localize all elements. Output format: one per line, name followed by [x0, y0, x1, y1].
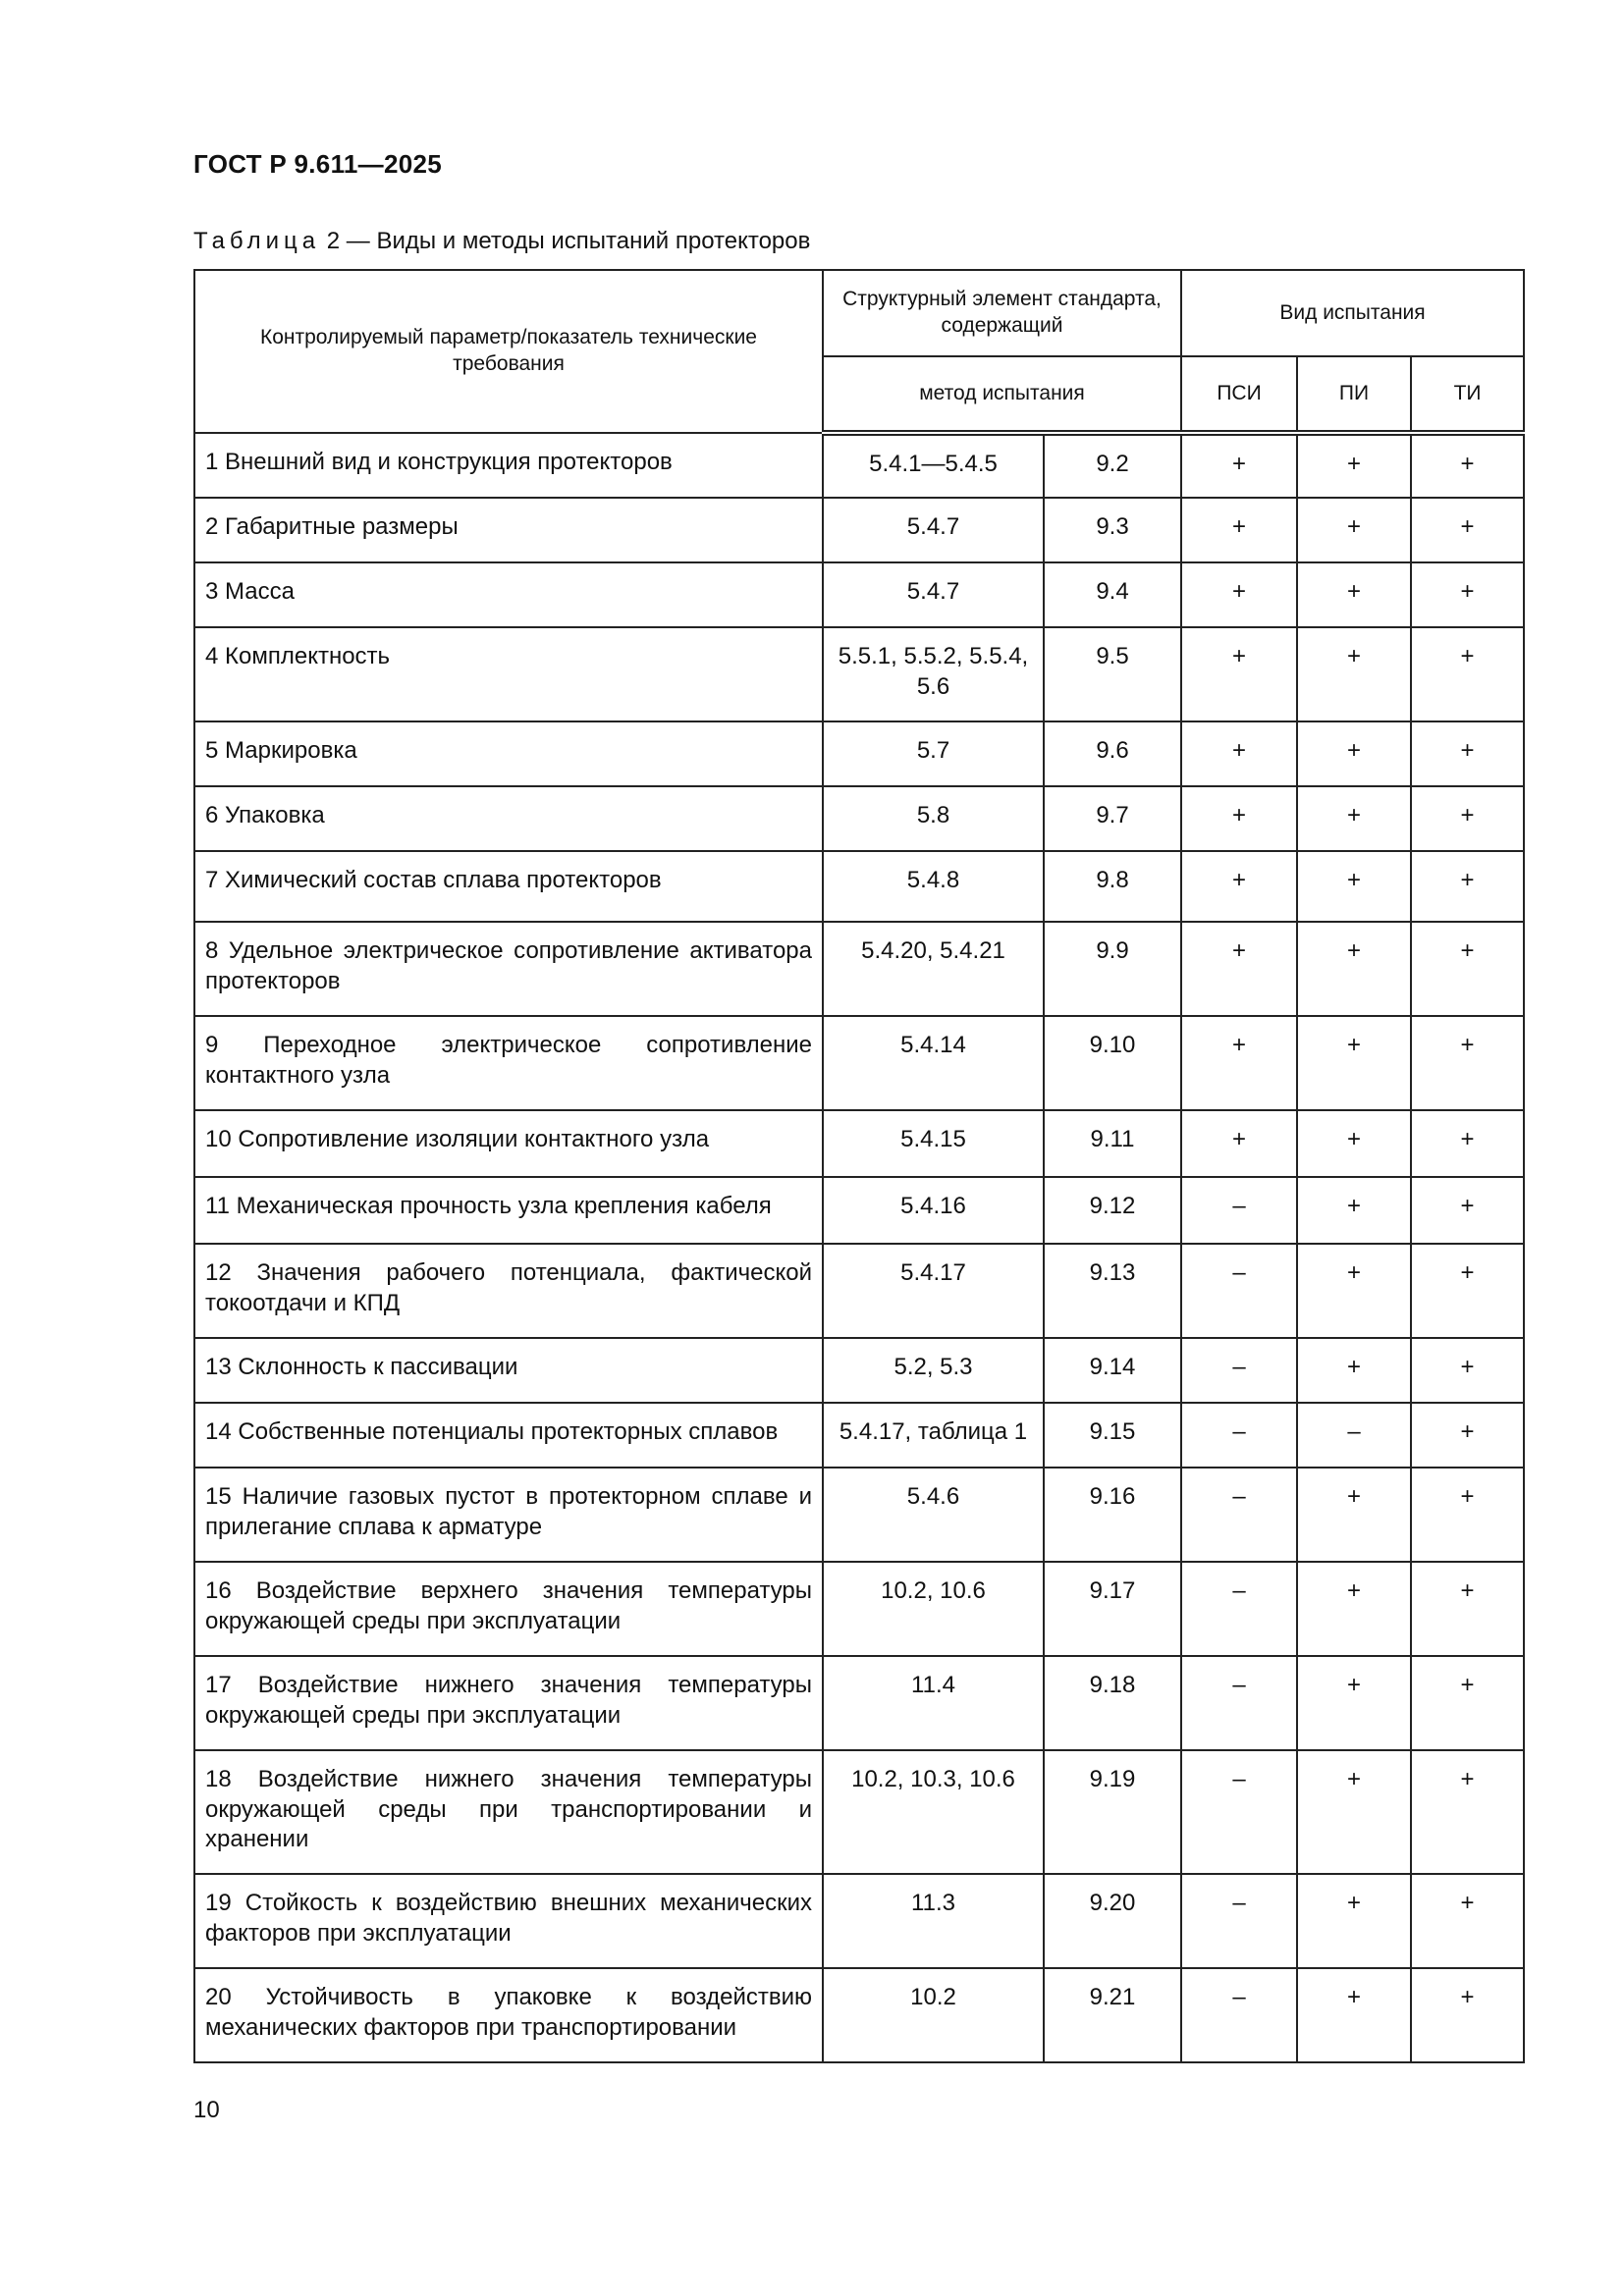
table-row [194, 1177, 1524, 1244]
cell-ti: + [1411, 498, 1524, 562]
cell-param: 1 Внешний вид и конструкция протекторов [194, 433, 823, 498]
table-row [194, 1750, 1524, 1874]
table-caption-prefix: Таблица [193, 228, 321, 254]
cell-requirement: 5.4.17 [823, 1244, 1044, 1338]
cell-requirement: 10.2 [823, 1968, 1044, 2062]
cell-method: 9.13 [1044, 1244, 1181, 1338]
cell-param: 2 Габаритные размеры [194, 498, 823, 562]
cell-method: 9.21 [1044, 1968, 1181, 2062]
cell-pi: + [1297, 562, 1411, 627]
cell-param: 6 Упаковка [194, 786, 823, 851]
cell-method: 9.9 [1044, 922, 1181, 1016]
page-number: 10 [193, 2097, 220, 2123]
tests-table [193, 269, 1525, 2063]
cell-method: 9.16 [1044, 1468, 1181, 1562]
cell-pi: + [1297, 1177, 1411, 1244]
cell-psi: – [1181, 1338, 1297, 1403]
table-row [194, 562, 1524, 627]
cell-psi: + [1181, 851, 1297, 922]
cell-method: 9.2 [1044, 433, 1181, 498]
cell-ti: + [1411, 433, 1524, 498]
table-row [194, 721, 1524, 786]
cell-method: 9.4 [1044, 562, 1181, 627]
cell-ti: + [1411, 1110, 1524, 1177]
table-caption-text: 2 — Виды и методы испытаний протекторов [326, 228, 811, 254]
cell-param: 7 Химический состав сплава протекторов [194, 851, 823, 922]
header-structural-element: Структурный элемент стандарта, содержащий [823, 270, 1181, 356]
table-row [194, 498, 1524, 562]
cell-pi: + [1297, 1874, 1411, 1968]
cell-ti: + [1411, 1244, 1524, 1338]
cell-requirement: 10.2, 10.6 [823, 1562, 1044, 1656]
cell-param: 5 Маркировка [194, 721, 823, 786]
cell-param: 16 Воздействие верхнего значения температуры окружающей среды при эксплуатации [194, 1562, 823, 1656]
cell-pi: + [1297, 721, 1411, 786]
cell-ti: + [1411, 922, 1524, 1016]
cell-param: 19 Стойкость к воздействию внешних механических факторов при эксплуатации [194, 1874, 823, 1968]
table-row [194, 1656, 1524, 1750]
document-header: ГОСТ Р 9.611—2025 [193, 149, 442, 179]
cell-requirement: 5.4.6 [823, 1468, 1044, 1562]
cell-requirement: 5.7 [823, 721, 1044, 786]
cell-psi: + [1181, 786, 1297, 851]
cell-pi: + [1297, 1656, 1411, 1750]
cell-ti: + [1411, 1968, 1524, 2062]
cell-ti: + [1411, 562, 1524, 627]
cell-param: 14 Собственные потенциалы протекторных сплавов [194, 1403, 823, 1468]
cell-pi: + [1297, 922, 1411, 1016]
cell-method: 9.18 [1044, 1656, 1181, 1750]
cell-psi: – [1181, 1874, 1297, 1968]
cell-psi: – [1181, 1244, 1297, 1338]
cell-ti: + [1411, 1403, 1524, 1468]
cell-requirement: 5.4.20, 5.4.21 [823, 922, 1044, 1016]
table-row [194, 1244, 1524, 1338]
header-row-1 [194, 270, 1524, 356]
cell-ti: + [1411, 1750, 1524, 1874]
cell-pi: + [1297, 851, 1411, 922]
cell-requirement: 11.4 [823, 1656, 1044, 1750]
cell-requirement: 5.5.1, 5.5.2, 5.5.4, 5.6 [823, 627, 1044, 721]
cell-psi: – [1181, 1562, 1297, 1656]
cell-method: 9.19 [1044, 1750, 1181, 1874]
cell-ti: + [1411, 1468, 1524, 1562]
cell-method: 9.15 [1044, 1403, 1181, 1468]
table-row [194, 1403, 1524, 1468]
header-psi: ПСИ [1181, 356, 1297, 433]
cell-psi: – [1181, 1656, 1297, 1750]
cell-method: 9.12 [1044, 1177, 1181, 1244]
table-caption [193, 228, 810, 255]
header-pi: ПИ [1297, 356, 1411, 433]
cell-ti: + [1411, 1016, 1524, 1110]
cell-psi: – [1181, 1968, 1297, 2062]
cell-psi: + [1181, 433, 1297, 498]
cell-psi: – [1181, 1177, 1297, 1244]
cell-pi: + [1297, 433, 1411, 498]
table-row [194, 1874, 1524, 1968]
cell-pi: + [1297, 1968, 1411, 2062]
table-row [194, 922, 1524, 1016]
cell-param: 15 Наличие газовых пустот в протекторном сплаве и прилегание сплава к арматуре [194, 1468, 823, 1562]
cell-pi: + [1297, 1468, 1411, 1562]
cell-ti: + [1411, 1562, 1524, 1656]
cell-requirement: 10.2, 10.3, 10.6 [823, 1750, 1044, 1874]
cell-ti: + [1411, 1338, 1524, 1403]
cell-psi: – [1181, 1403, 1297, 1468]
cell-param: 10 Сопротивление изоляции контактного узла [194, 1110, 823, 1177]
cell-method: 9.14 [1044, 1338, 1181, 1403]
cell-requirement: 5.4.7 [823, 562, 1044, 627]
cell-param: 13 Склонность к пассивации [194, 1338, 823, 1403]
cell-param: 11 Механическая прочность узла крепления кабеля [194, 1177, 823, 1244]
table-row [194, 1968, 1524, 2062]
header-param: Контролируемый параметр/показатель технические требования [194, 270, 823, 433]
cell-method: 9.3 [1044, 498, 1181, 562]
header-ti: ТИ [1411, 356, 1524, 433]
table-body [194, 433, 1524, 2062]
cell-ti: + [1411, 1177, 1524, 1244]
cell-psi: + [1181, 1016, 1297, 1110]
cell-psi: + [1181, 922, 1297, 1016]
cell-pi: + [1297, 1016, 1411, 1110]
table-row [194, 1562, 1524, 1656]
cell-psi: + [1181, 498, 1297, 562]
cell-method: 9.17 [1044, 1562, 1181, 1656]
cell-method: 9.11 [1044, 1110, 1181, 1177]
cell-pi: + [1297, 1110, 1411, 1177]
cell-psi: – [1181, 1750, 1297, 1874]
cell-requirement: 5.4.7 [823, 498, 1044, 562]
cell-requirement: 5.4.15 [823, 1110, 1044, 1177]
cell-param: 20 Устойчивость в упаковке к воздействию механических факторов при транспортировании [194, 1968, 823, 2062]
table-row [194, 786, 1524, 851]
cell-pi: + [1297, 498, 1411, 562]
cell-psi: + [1181, 627, 1297, 721]
table-row [194, 1468, 1524, 1562]
table-row [194, 433, 1524, 498]
cell-psi: + [1181, 562, 1297, 627]
table-row [194, 1016, 1524, 1110]
cell-ti: + [1411, 1656, 1524, 1750]
cell-ti: + [1411, 786, 1524, 851]
cell-method: 9.6 [1044, 721, 1181, 786]
cell-ti: + [1411, 721, 1524, 786]
cell-requirement: 5.4.16 [823, 1177, 1044, 1244]
cell-requirement: 11.3 [823, 1874, 1044, 1968]
table-row [194, 851, 1524, 922]
cell-param: 8 Удельное электрическое сопротивление активатора протекторов [194, 922, 823, 1016]
cell-method: 9.8 [1044, 851, 1181, 922]
cell-param: 4 Комплектность [194, 627, 823, 721]
cell-param: 18 Воздействие нижнего значения температуры окружающей среды при транспортировании и хранении [194, 1750, 823, 1874]
cell-psi: + [1181, 721, 1297, 786]
table-row [194, 1338, 1524, 1403]
cell-requirement: 5.2, 5.3 [823, 1338, 1044, 1403]
cell-ti: + [1411, 851, 1524, 922]
cell-method: 9.7 [1044, 786, 1181, 851]
cell-param: 17 Воздействие нижнего значения температуры окружающей среды при эксплуатации [194, 1656, 823, 1750]
cell-method: 9.5 [1044, 627, 1181, 721]
cell-psi: – [1181, 1468, 1297, 1562]
cell-requirement: 5.4.17, таблица 1 [823, 1403, 1044, 1468]
cell-ti: + [1411, 627, 1524, 721]
cell-requirement: 5.4.14 [823, 1016, 1044, 1110]
cell-pi: + [1297, 786, 1411, 851]
cell-pi: + [1297, 627, 1411, 721]
cell-ti: + [1411, 1874, 1524, 1968]
cell-pi: + [1297, 1338, 1411, 1403]
header-test-method: метод испытания [823, 356, 1181, 433]
table-row [194, 627, 1524, 721]
cell-method: 9.10 [1044, 1016, 1181, 1110]
cell-pi: – [1297, 1403, 1411, 1468]
cell-param: 9 Переходное электрическое сопротивление контактного узла [194, 1016, 823, 1110]
header-test-type: Вид испытания [1181, 270, 1524, 356]
cell-pi: + [1297, 1562, 1411, 1656]
cell-psi: + [1181, 1110, 1297, 1177]
cell-param: 12 Значения рабочего потенциала, фактической токоотдачи и КПД [194, 1244, 823, 1338]
cell-requirement: 5.4.1—5.4.5 [823, 433, 1044, 498]
cell-requirement: 5.8 [823, 786, 1044, 851]
cell-method: 9.20 [1044, 1874, 1181, 1968]
cell-requirement: 5.4.8 [823, 851, 1044, 922]
cell-pi: + [1297, 1244, 1411, 1338]
cell-pi: + [1297, 1750, 1411, 1874]
cell-param: 3 Масса [194, 562, 823, 627]
table-row [194, 1110, 1524, 1177]
